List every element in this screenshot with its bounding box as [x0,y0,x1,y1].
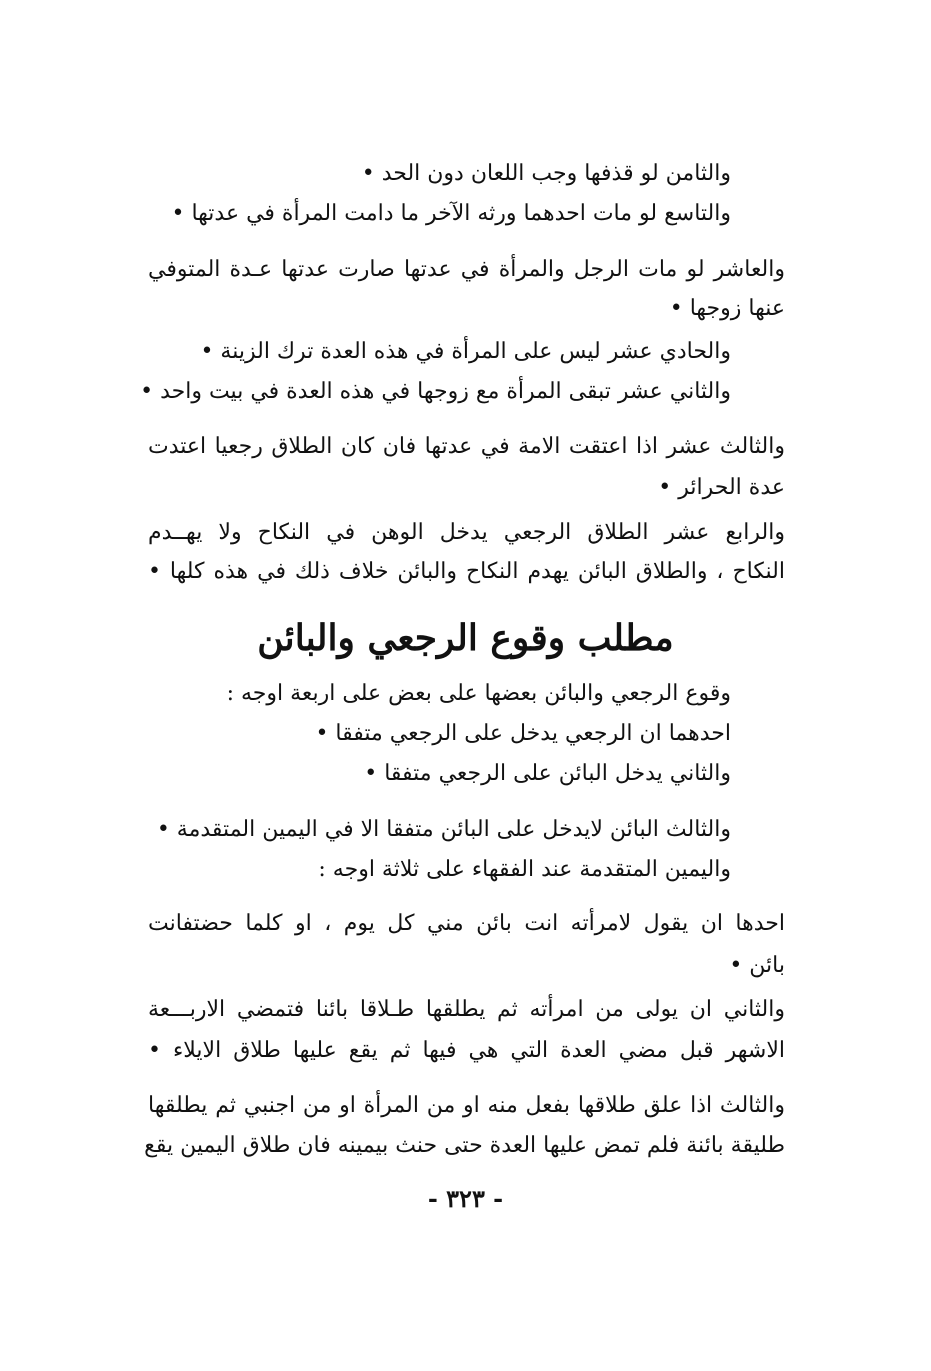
text-line: الاشهر قبل مضي العدة التي هي فيها ثم يقع عليها طلاق الايلاء • [148,1038,785,1063]
text-line: والثامن لو قذفها وجب اللعان دون الحد • [361,161,731,186]
text-line: والثاني يدخل البائن على الرجعي متفقا • [364,761,731,786]
text-line: طليقة بائنة فلم تمض عليها العدة حتى حنث بيمينه فان طلاق اليمين يقع [144,1133,785,1158]
text-line: والعاشر لو مات الرجل والمرأة في عدتها صارت عدتها عـدة المتوفي [148,257,785,282]
text-line: والثالث البائن لايدخل على البائن متفقا الا في اليمين المتقدمة • [156,817,731,842]
text-line: والتاسع لو مات احدهما ورثه الآخر ما دامت المرأة في عدتها • [171,201,731,226]
text-line: النكاح ، والطلاق البائن يهدم النكاح والبائن خلاف ذلك في هذه كلها • [148,559,785,584]
text-line: احدهما ان الرجعي يدخل على الرجعي متفقا • [315,721,731,746]
page-number: - ٣٢٣ - [427,1184,504,1213]
text-line: احدها ان يقول لامرأته انت بائن مني كل يوم ، او كلما حضتفانت [148,911,785,936]
text-line: عنها زوجها • [669,296,785,321]
text-line: وقوع الرجعي والبائن بعضها على بعض على اربعة اوجه : [226,681,731,706]
text-line: والثاني عشر تبقى المرأة مع زوجها في هذه العدة في بيت واحد • [140,379,731,404]
text-line: والثالث اذا علق طلاقها بفعل منه او من المرأة او من اجنبي ثم يطلقها [148,1093,785,1118]
text-line: والثالث عشر اذا اعتقت الامة في عدتها فان كان الطلاق رجعيا اعتدت [148,434,785,459]
text-line: واليمين المتقدمة عند الفقهاء على ثلاثة اوجه : [318,857,731,882]
text-line: بائن • [729,953,785,978]
text-line: والحادي عشر ليس على المرأة في هذه العدة ترك الزينة • [200,339,731,364]
section-heading: مطلب وقوع الرجعي والبائن [257,617,674,659]
text-line: والرابع عشر الطلاق الرجعي يدخل الوهن في النكاح ولا يهــدم [148,520,785,545]
text-line: والثاني ان يولى من امرأته ثم يطلقها طـلاقا بائنا فتمضي الاربـــعة [148,997,785,1022]
text-line: عدة الحرائر • [658,475,785,500]
